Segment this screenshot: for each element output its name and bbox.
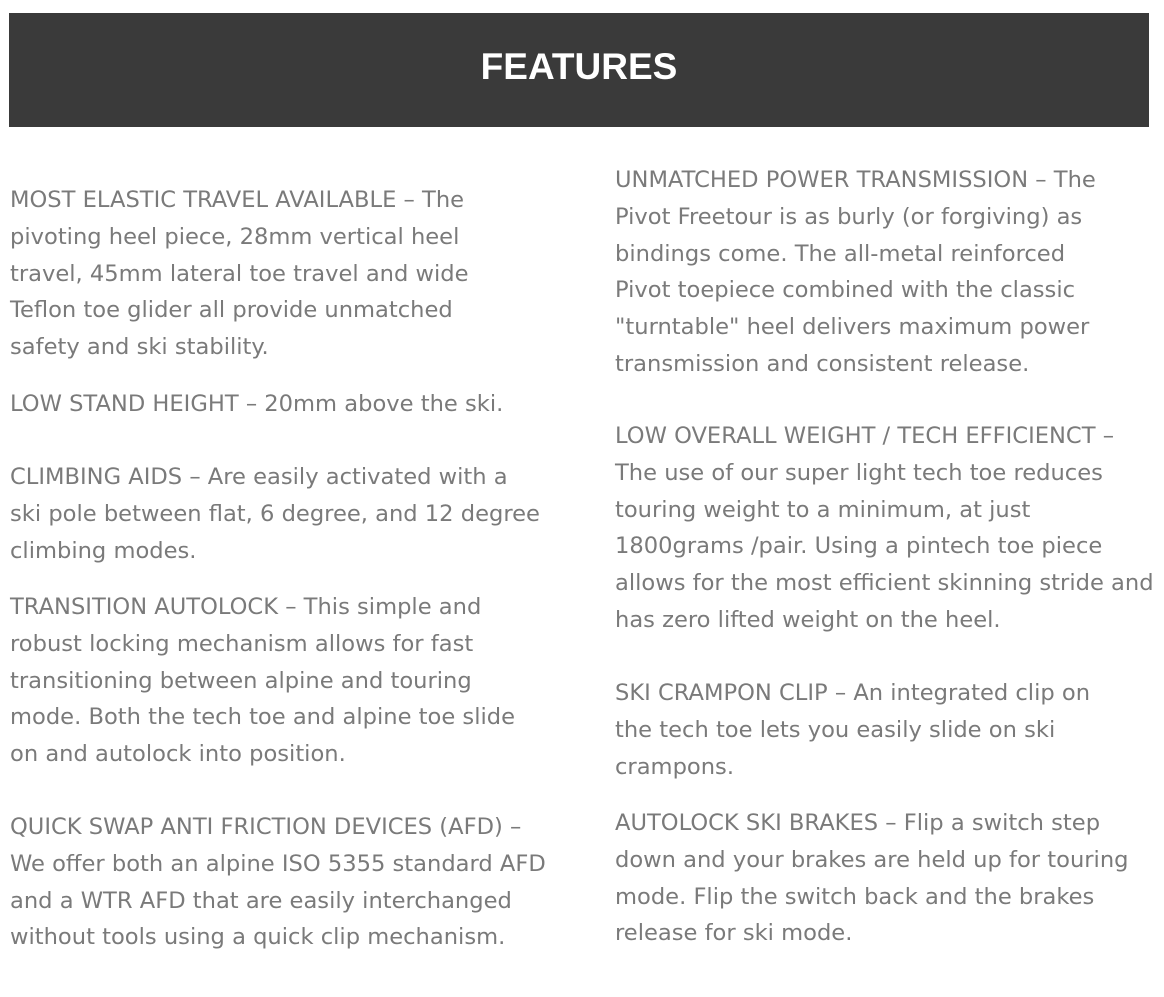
feature-title: UNMATCHED POWER TRANSMISSION [615,167,1029,193]
feature-transition-autolock [10,589,548,773]
feature-title: TRANSITION AUTOLOCK [10,594,279,620]
feature-title: QUICK SWAP ANTI FRICTION DEVICES (AFD) [10,814,503,840]
feature-elastic-travel [10,182,510,366]
feature-title: SKI CRAMPON CLIP [615,680,828,706]
feature-title: LOW OVERALL WEIGHT / TECH EFFICIENCT [615,423,1096,449]
feature-text: – This simple and robust locking mechanism allows for fast transitioning between alpine and touring mode. Both the tech toe and alpine toe slide on and autolock into position. [10,594,515,768]
feature-text: – The pivoting heel piece, 28mm vertical heel travel, 45mm lateral toe travel and wide Teflon toe glider all provide unmatched safety and ski stability. [10,187,469,361]
feature-ski-brakes [615,805,1135,952]
feature-text: – The Pivot Freetour is as burly (or forgiving) as bindings come. The all-metal reinforced Pivot toepiece combined with the classic "turntable" heel delivers maximum power transmission and consistent release. [615,167,1096,377]
feature-text: – Are easily activated with a ski pole between flat, 6 degree, and 12 degree climbing modes. [10,464,540,564]
feature-afd [10,809,562,956]
feature-text: – 20mm above the ski. [238,391,504,417]
features-title: FEATURES [480,46,678,87]
feature-title: MOST ELASTIC TRAVEL AVAILABLE [10,187,397,213]
feature-stand-height [10,386,570,423]
feature-text: – We offer both an alpine ISO 5355 standard AFD and a WTR AFD that are easily interchanged without tools using a quick clip mechanism. [10,814,546,951]
feature-overall-weight [615,418,1163,639]
feature-title: CLIMBING AIDS [10,464,183,490]
feature-crampon-clip [615,675,1125,785]
feature-text: – An integrated clip on the tech toe lets you easily slide on ski crampons. [615,680,1091,780]
feature-text: – The use of our super light tech toe reduces touring weight to a minimum, at just 1800grams /pair. Using a pintech toe piece allows for the most efficient skinning stride and has zero lifted weight on the heel. [615,423,1154,633]
feature-title: LOW STAND HEIGHT [10,391,239,417]
feature-title: AUTOLOCK SKI BRAKES [615,810,879,836]
features-header [9,13,1149,127]
feature-power-transmission [615,162,1120,383]
feature-climbing-aids [10,459,540,569]
feature-text: – Flip a switch step down and your brakes are held up for touring mode. Flip the switch back and the brakes release for ski mode. [615,810,1129,947]
